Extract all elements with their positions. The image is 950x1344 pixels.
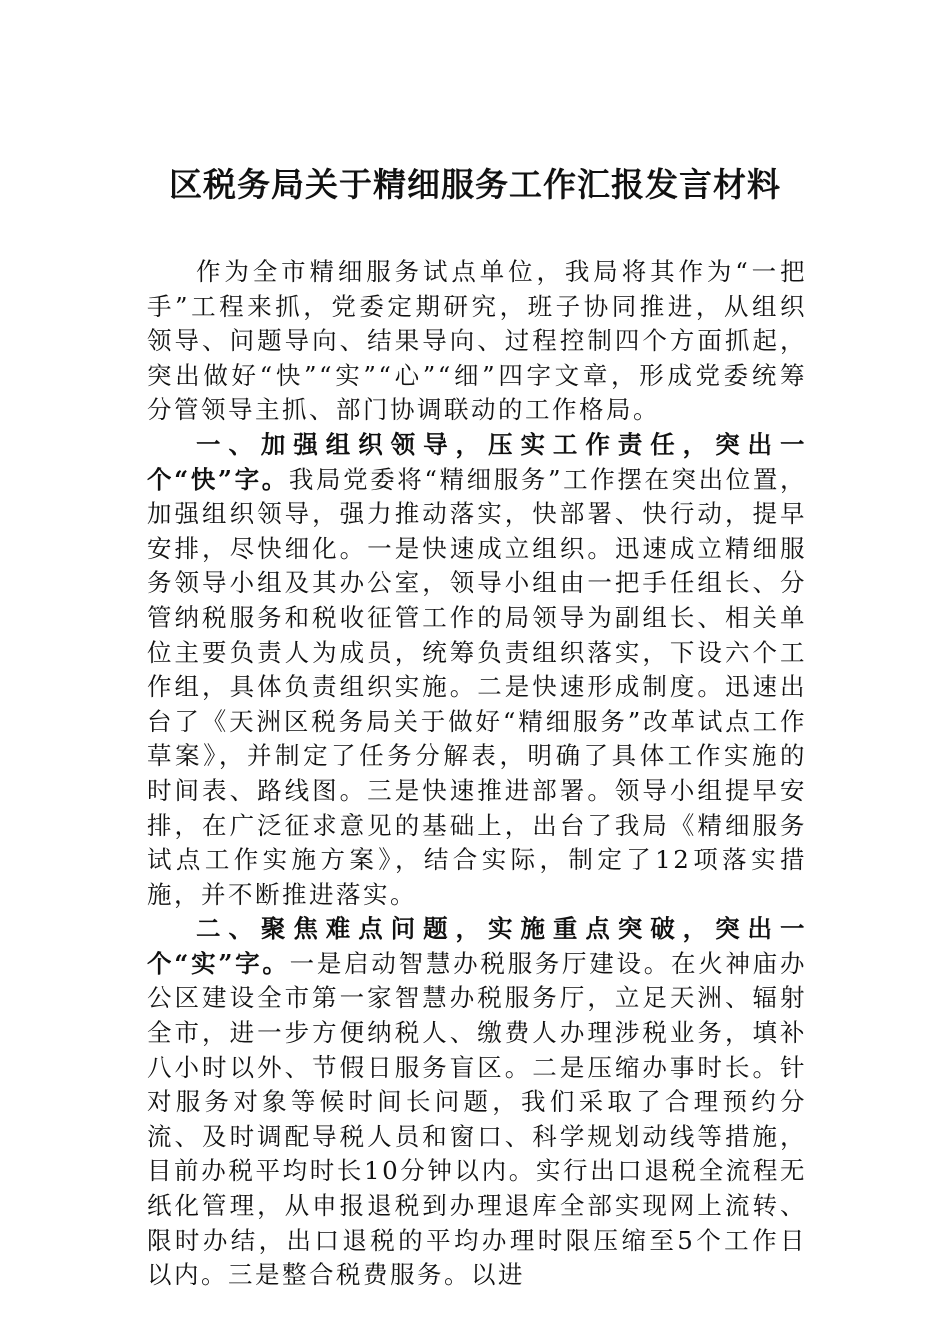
intro-paragraph — [147, 255, 807, 428]
section-heading-2: 二、聚焦难点问题，实施重点突破，突出一个“实”字。 — [147, 914, 807, 978]
section-paragraph-2 — [147, 912, 807, 1293]
section-text-1: 我局党委将“精细服务”工作摆在突出位置，加强组织领导，强力推动落实，快部署、快行动，提早安排，尽快细化。一是快速成立组织。迅速成立精细服务领导小组及其办公室，领导小组由一把手任组长、分管纳税服务和税收征管工作的局领导为副组长、相关单位主要负责人为成员，统筹负责组织落实，下设六个工作组，具体负责组织实施。二是快速形成制度。迅速出台了《天洲区税务局关于做好“精细服务”改革试点工作草案》，并制定了任务分解表，明确了具体工作实施的时间表、路线图。三是快速推进部署。领导小组提早安排，在广泛征求意见的基础上，出台了我局《精细服务试点工作实施方案》，结合实际，制定了12项落实措施，并不断推进落实。 — [147, 464, 807, 909]
section-paragraph-1 — [147, 428, 807, 912]
intro-text: 作为全市精细服务试点单位，我局将其作为“一把手”工程来抓，党委定期研究，班子协同推进，从组织领导、问题导向、结果导向、过程控制四个方面抓起，突出做好“快”“实”“心”“细”四字文章，形成党委统筹分管领导主抓、部门协调联动的工作格局。 — [147, 257, 807, 425]
document-title: 区税务局关于精细服务工作汇报发言材料 — [169, 165, 781, 204]
section-heading-1: 一、加强组织领导，压实工作责任，突出一个“快”字。 — [147, 429, 807, 494]
section-text-2: 一是启动智慧办税服务厅建设。在火神庙办公区建设全市第一家智慧办税服务厅，立足天洲、辐射全市，进一步方便纳税人、缴费人办理涉税业务，填补八小时以外、节假日服务盲区。二是压缩办事时长。针对服务对象等候时间长问题，我们采取了合理预约分流、及时调配导税人员和窗口、科学规划动线等措施，目前办税平均时长10分钟以内。实行出口退税全流程无纸化管理，从申报退税到办理退库全部实现网上流转、限时办结，出口退税的平均办理时限压缩至5个工作日以内。三是整合税费服务。以进 — [147, 948, 807, 1290]
document-body — [147, 255, 807, 1293]
